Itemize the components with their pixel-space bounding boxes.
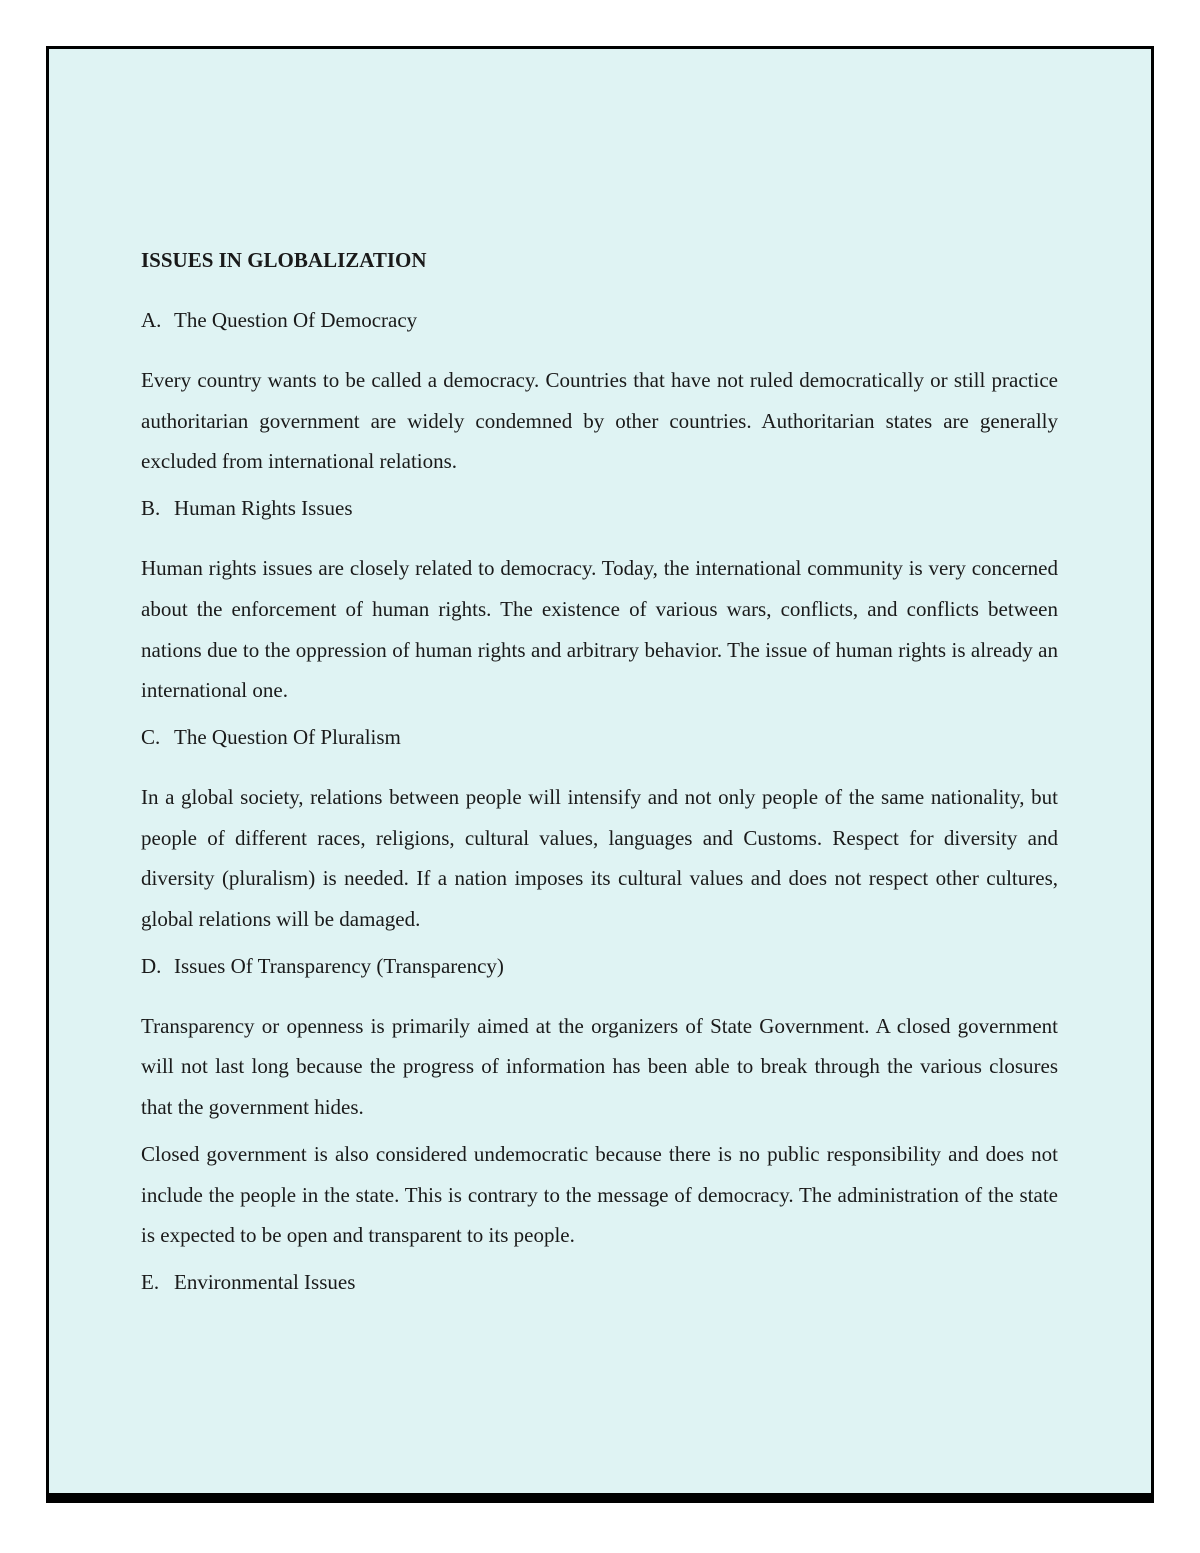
document-body xyxy=(141,246,1058,1328)
section-heading-b xyxy=(141,494,1058,522)
section-letter: B. xyxy=(141,496,161,521)
paragraph: Closed government is also considered undemocratic because there is no public responsibility and does not include the people in the state. This is contrary to the message of democracy. The administration of the state is expected to be open and transparent to its people. xyxy=(141,1141,1058,1248)
section-heading-d xyxy=(141,952,1058,980)
paragraph: Every country wants to be called a democracy. Countries that have not ruled democratically or still practice authoritarian government are widely condemned by other countries. Authoritarian states are generally excluded from international relations. xyxy=(141,368,1058,474)
section-title: Issues Of Transparency (Transparency) xyxy=(174,953,504,978)
paragraph: Human rights issues are closely related to democracy. Today, the international community is very concerned about the enforcement of human rights. The existence of various wars, conflicts, and conflicts between nations due to the oppression of human rights and arbitrary behavior. The issue of human rights is already an international one. xyxy=(141,556,1058,703)
section-title: The Question Of Democracy xyxy=(174,308,418,332)
section-letter: C. xyxy=(141,724,161,749)
paragraph: Transparency or openness is primarily aimed at the organizers of State Government. A closed government will not last long because the progress of information has been able to break through the various closures that the government hides. xyxy=(141,1013,1058,1120)
section-title: Environmental Issues xyxy=(174,1269,356,1294)
section-letter: D. xyxy=(141,953,162,978)
section-letter: E. xyxy=(141,1269,160,1294)
paragraph: In a global society, relations between people will intensify and not only people of the same nationality, but people of different races, religions, cultural values, languages and Customs. Respect for diversity and diversity (pluralism) is needed. If a nation imposes its cultural values and does not respect other cultures, global relations will be damaged. xyxy=(141,784,1058,932)
section-heading-e xyxy=(141,1268,1058,1296)
document-title: ISSUES IN GLOBALIZATION xyxy=(141,248,427,272)
section-heading-a xyxy=(141,306,1058,334)
section-heading-c xyxy=(141,723,1058,751)
section-title: Human Rights Issues xyxy=(174,496,353,521)
section-title: The Question Of Pluralism xyxy=(174,724,401,749)
section-letter: A. xyxy=(141,308,162,332)
